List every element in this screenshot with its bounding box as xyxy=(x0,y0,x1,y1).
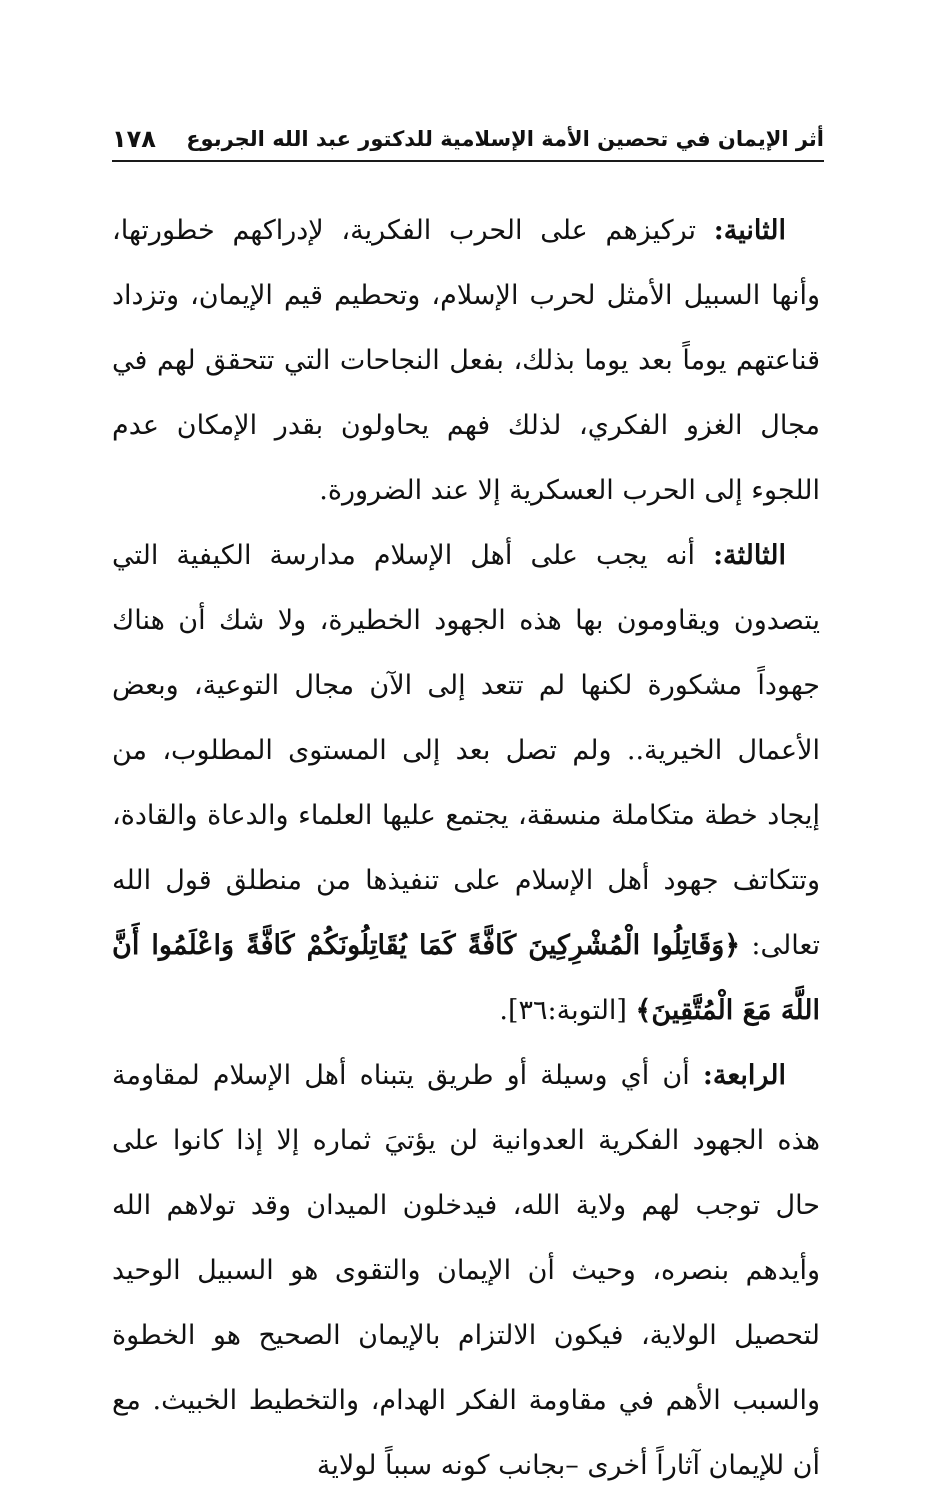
paragraph-text: أن أي وسيلة أو طريق يتبناه أهل الإسلام لمقاومة هذه الجهود الفكرية العدوانية لن يؤتيَ ثماره إلا إذا كانوا على حال توجب لهم ولاية الله، فيدخلون الميدان وقد تولاهم الله وأيدهم بنصره، وحيث أن الإيمان والتقوى هو السبيل الوحيد لتحصيل الولاية، فيكون الالتزام بالإيمان الصحيح هو الخطوة والسبب الأهم في مقاومة الفكر الهدام، والتخطيط الخبيث. مع أن للإيمان آثاراً أخرى –بجانب كونه سبباً لولاية xyxy=(112,1060,820,1481)
paragraph-text: أنه يجب على أهل الإسلام مدارسة الكيفية التي يتصدون ويقاومون بها هذه الجهود الخطيرة، ولا شك أن هناك جهوداً مشكورة لكنها لم تتعد إلى الآن مجال التوعية، وبعض الأعمال الخيرية.. ولم تصل بعد إلى المستوى المطلوب، من إيجاد خطة متكاملة منسقة، يجتمع عليها العلماء والدعاة والقادة، وتتكاتف جهود أهل الإسلام على تنفيذها من منطلق قول الله تعالى: xyxy=(112,540,820,961)
header-rule xyxy=(112,160,824,162)
page-number: ١٧٨ xyxy=(112,125,156,153)
paragraph-lead: الرابعة: xyxy=(702,1060,786,1091)
quran-verse: ﴿وَقَاتِلُوا الْمُشْرِكِينَ كَافَّةً كَمَا يُقَاتِلُونَكُمْ كَافَّةً وَاعْلَمُوا أَنَّ اللَّهَ مَعَ الْمُتَّقِينَ﴾ xyxy=(112,930,820,1026)
body-text xyxy=(112,198,820,1498)
paragraph-third xyxy=(112,523,820,1043)
paragraph-lead: الثالثة: xyxy=(713,540,786,571)
verse-citation: [التوبة:٣٦]. xyxy=(499,995,636,1026)
paragraph-lead: الثانية: xyxy=(713,215,786,246)
running-header xyxy=(112,118,824,160)
paragraph-fourth xyxy=(112,1043,820,1498)
paragraph-text: تركيزهم على الحرب الفكرية، لإدراكهم خطورتها، وأنها السبيل الأمثل لحرب الإسلام، وتحطيم قيم الإيمان، وتزداد قناعتهم يوماً بعد يوما بذلك، بفعل النجاحات التي تتحقق لهم في مجال الغزو الفكري، لذلك فهم يحاولون بقدر الإمكان عدم اللجوء إلى الحرب العسكرية إلا عند الضرورة. xyxy=(112,215,820,506)
paragraph-second xyxy=(112,198,820,523)
header-title: أثر الإيمان في تحصين الأمة الإسلامية للدكتور عبد الله الجربوع xyxy=(186,127,824,151)
